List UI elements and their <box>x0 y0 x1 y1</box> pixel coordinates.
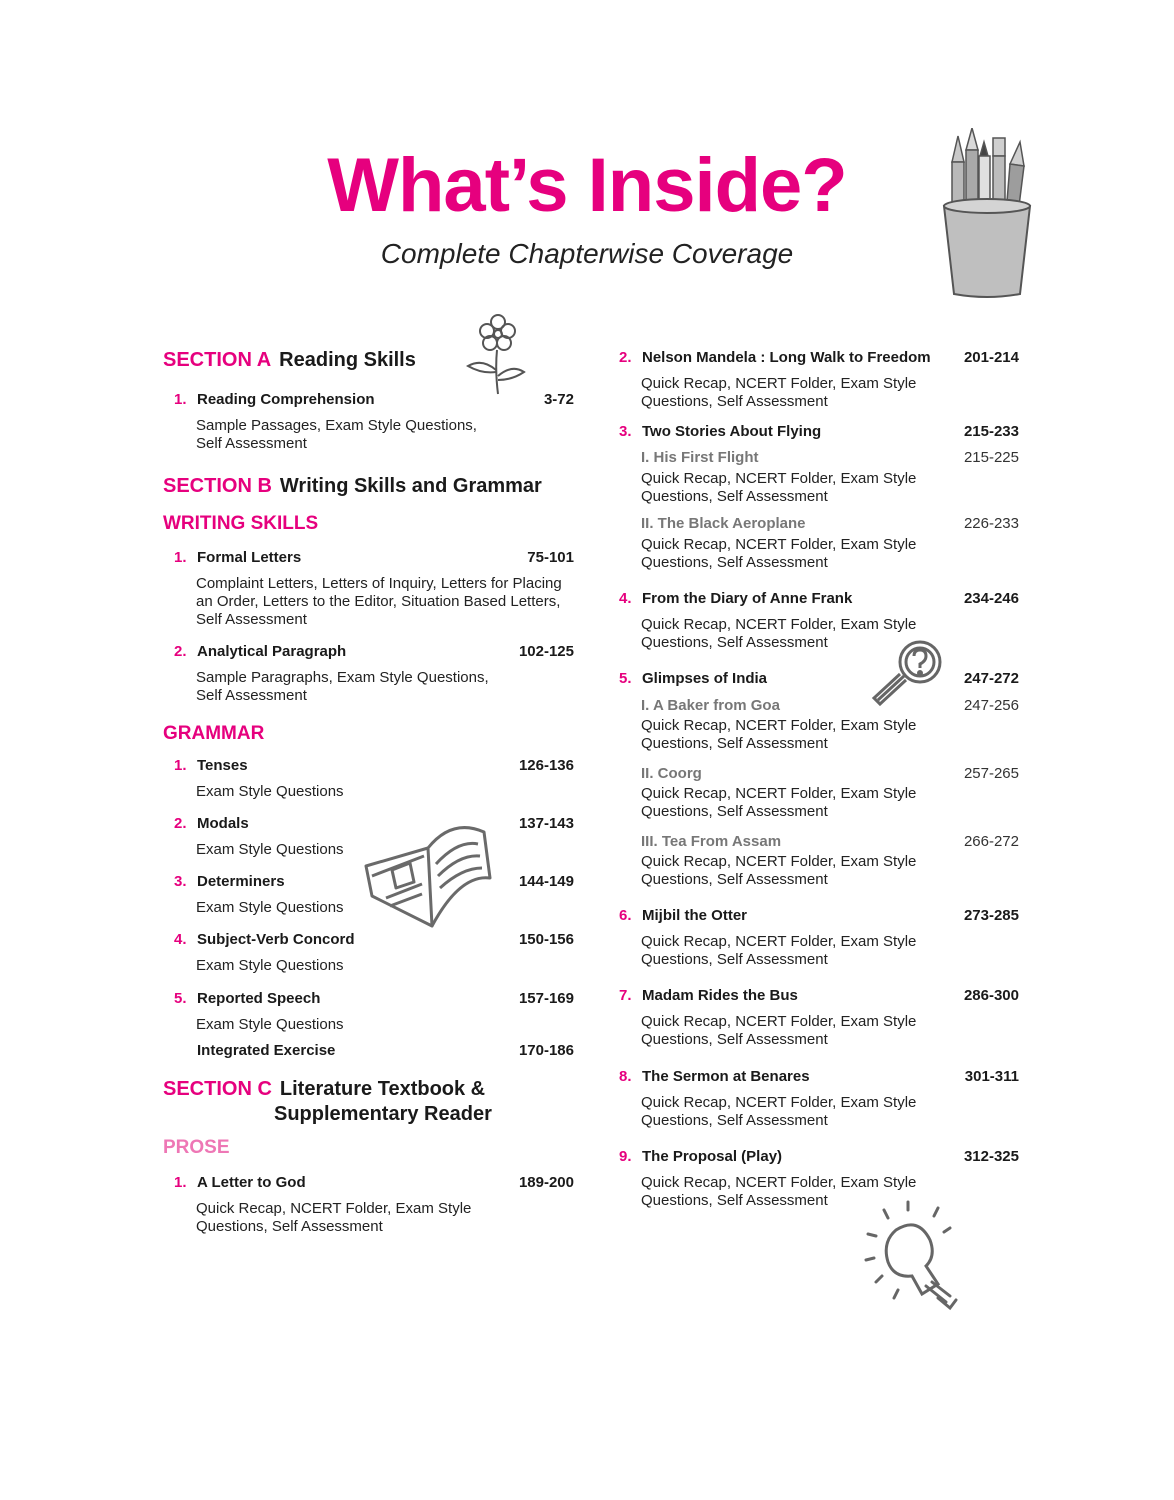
toc-desc: Quick Recap, NCERT Folder, Exam Style Questions, Self Assessment <box>641 1174 917 1209</box>
section-c-heading-line2: Supplementary Reader <box>274 1103 492 1125</box>
toc-subentry-his-first-flight[interactable]: I. His First Flight 215-225 <box>641 449 1019 466</box>
toc-desc: Quick Recap, NCERT Folder, Exam Style Questions, Self Assessment <box>196 1200 472 1235</box>
toc-desc: Exam Style Questions <box>196 1016 344 1033</box>
section-c-heading: SECTION C Literature Textbook & <box>163 1078 486 1100</box>
toc-desc: Sample Passages, Exam Style Questions, Self Assessment <box>196 417 477 452</box>
toc-entry-glimpses-of-india[interactable]: 5. Glimpses of India 247-272 <box>619 670 1019 687</box>
toc-entry-analytical-paragraph[interactable]: 2. Analytical Paragraph 102-125 <box>174 643 574 660</box>
toc-entry-reported-speech[interactable]: 5. Reported Speech 157-169 <box>174 990 574 1007</box>
toc-desc: Exam Style Questions <box>196 841 344 858</box>
prose-heading: PROSE <box>163 1137 230 1158</box>
toc-entry-tenses[interactable]: 1. Tenses 126-136 <box>174 757 574 774</box>
toc-desc: Quick Recap, NCERT Folder, Exam Style Questions, Self Assessment <box>641 717 917 752</box>
page-title: What’s Inside? <box>327 143 847 228</box>
toc-desc: Exam Style Questions <box>196 957 344 974</box>
pencil-cup-icon <box>938 128 1036 300</box>
toc-desc: Exam Style Questions <box>196 899 344 916</box>
toc-subentry-tea-from-assam[interactable]: III. Tea From Assam 266-272 <box>641 833 1019 850</box>
toc-desc: Sample Paragraphs, Exam Style Questions, Self Assessment <box>196 669 489 704</box>
toc-subentry-coorg[interactable]: II. Coorg 257-265 <box>641 765 1019 782</box>
toc-desc: Quick Recap, NCERT Folder, Exam Style Questions, Self Assessment <box>641 785 917 820</box>
toc-entry-diary-of-anne-frank[interactable]: 4. From the Diary of Anne Frank 234-246 <box>619 590 1019 607</box>
toc-desc: Quick Recap, NCERT Folder, Exam Style Questions, Self Assessment <box>641 470 917 505</box>
grammar-heading: GRAMMAR <box>163 723 265 744</box>
toc-desc: Quick Recap, NCERT Folder, Exam Style Questions, Self Assessment <box>641 375 917 410</box>
toc-desc: Quick Recap, NCERT Folder, Exam Style Questions, Self Assessment <box>641 853 917 888</box>
toc-desc: Quick Recap, NCERT Folder, Exam Style Questions, Self Assessment <box>641 1013 917 1048</box>
toc-entry-the-proposal[interactable]: 9. The Proposal (Play) 312-325 <box>619 1148 1019 1165</box>
flower-icon <box>462 314 532 398</box>
writing-skills-heading: WRITING SKILLS <box>163 513 319 534</box>
toc-entry-modals[interactable]: 2. Modals 137-143 <box>174 815 574 832</box>
toc-entry-two-stories-about-flying[interactable]: 3. Two Stories About Flying 215-233 <box>619 423 1019 440</box>
toc-entry-reading-comprehension[interactable]: 1. Reading Comprehension 3-72 <box>174 391 574 408</box>
toc-entry-mijbil-the-otter[interactable]: 6. Mijbil the Otter 273-285 <box>619 907 1019 924</box>
toc-desc: Exam Style Questions <box>196 783 344 800</box>
toc-desc: Quick Recap, NCERT Folder, Exam Style Questions, Self Assessment <box>641 616 917 651</box>
toc-entry-determiners[interactable]: 3. Determiners 144-149 <box>174 873 574 890</box>
toc-entry-subject-verb-concord[interactable]: 4. Subject-Verb Concord 150-156 <box>174 931 574 948</box>
toc-entry-formal-letters[interactable]: 1. Formal Letters 75-101 <box>174 549 574 566</box>
toc-entry-sermon-at-benares[interactable]: 8. The Sermon at Benares 301-311 <box>619 1068 1019 1085</box>
toc-subentry-the-black-aeroplane[interactable]: II. The Black Aeroplane 226-233 <box>641 515 1019 532</box>
light-bulb-icon <box>858 1200 966 1316</box>
toc-desc: Quick Recap, NCERT Folder, Exam Style Questions, Self Assessment <box>641 536 917 571</box>
toc-entry-integrated-exercise[interactable]: Integrated Exercise 170-186 <box>197 1042 574 1059</box>
toc-entry-a-letter-to-god[interactable]: 1. A Letter to God 189-200 <box>174 1174 574 1191</box>
page-subtitle: Complete Chapterwise Coverage <box>380 238 794 269</box>
toc-subentry-a-baker-from-goa[interactable]: I. A Baker from Goa 247-256 <box>641 697 1019 714</box>
section-a-heading: SECTION A Reading Skills <box>163 349 416 371</box>
section-b-heading: SECTION B Writing Skills and Grammar <box>163 475 542 497</box>
toc-desc: Quick Recap, NCERT Folder, Exam Style Questions, Self Assessment <box>641 933 917 968</box>
toc-entry-madam-rides-the-bus[interactable]: 7. Madam Rides the Bus 286-300 <box>619 987 1019 1004</box>
toc-desc: Complaint Letters, Letters of Inquiry, Letters for Placing an Order, Letters to the Editor, Situation Based Letters, Self Assessment <box>196 575 562 628</box>
toc-desc: Quick Recap, NCERT Folder, Exam Style Questions, Self Assessment <box>641 1094 917 1129</box>
toc-entry-nelson-mandela[interactable]: 2. Nelson Mandela : Long Walk to Freedom 201-214 <box>619 349 1019 366</box>
